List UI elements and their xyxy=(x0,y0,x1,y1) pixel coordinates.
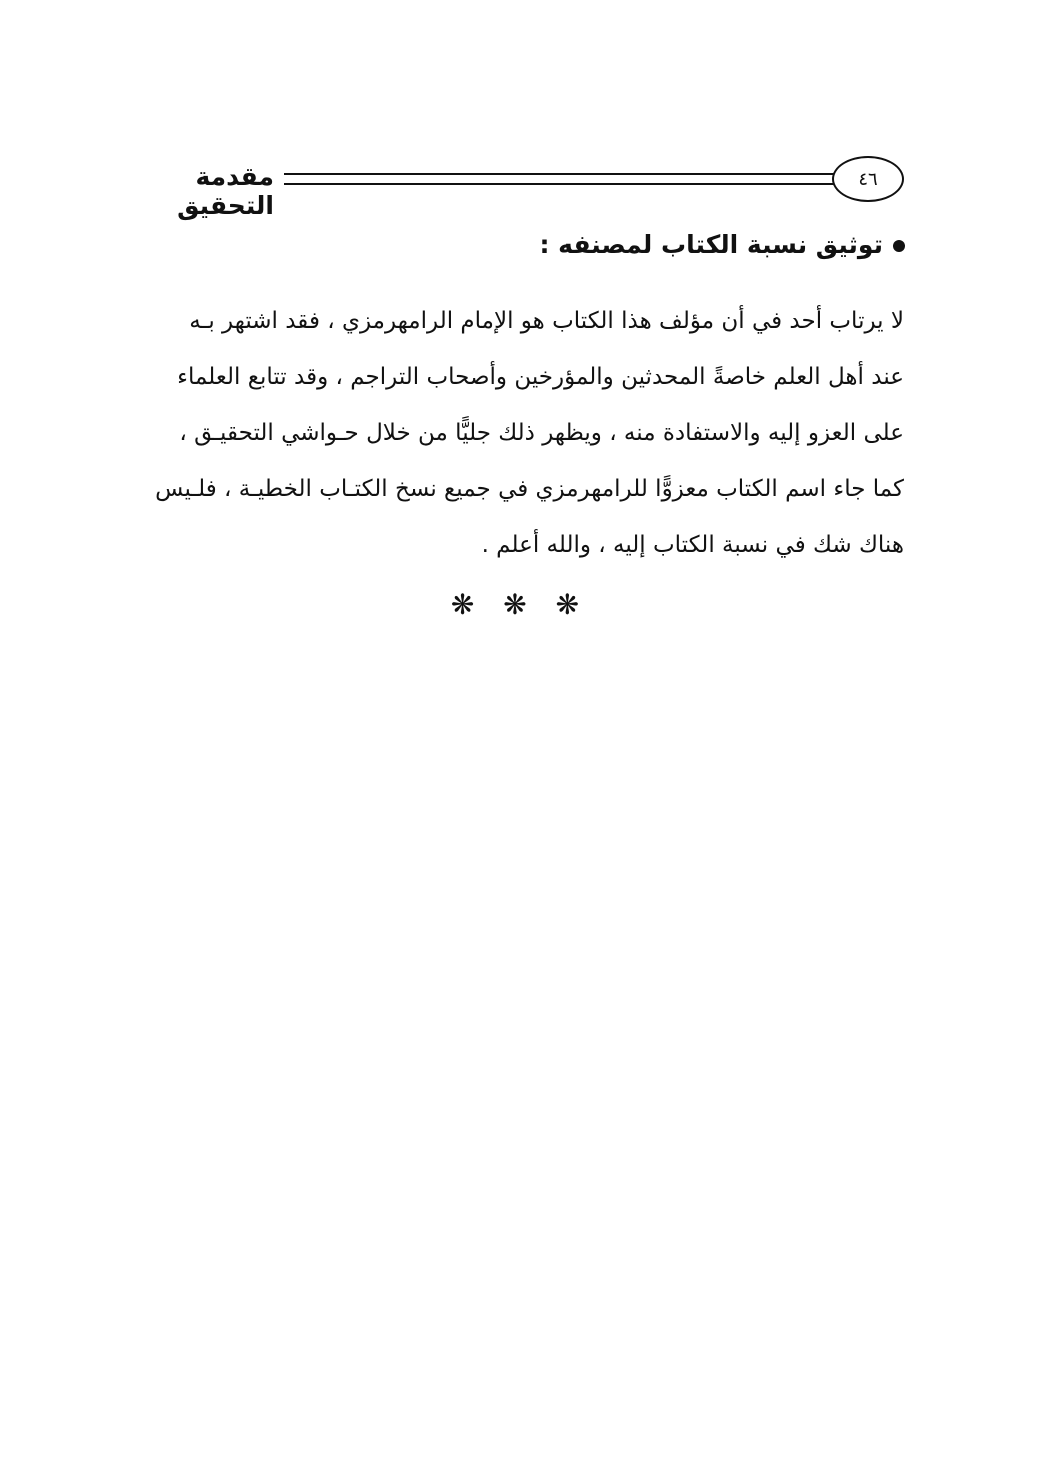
paragraph-line: هناك شك في نسبة الكتاب إليه ، والله أعلم . xyxy=(481,532,904,558)
section-heading-text: توثيق نسبة الكتاب لمصنفه : xyxy=(539,230,883,259)
paragraph-line: لا يرتاب أحد في أن مؤلف هذا الكتاب هو الإمام الرامهرمزي ، فقد اشتهر بـه xyxy=(189,308,904,334)
running-title: مقدمة التحقيق xyxy=(177,162,274,220)
paragraph-line: كما جاء اسم الكتاب معزوًّا للرامهرمزي في جميع نسخ الكتـاب الخطيـة ، فلـيس xyxy=(155,476,904,502)
paragraph-line: عند أهل العلم خاصةً المحدثين والمؤرخين وأصحاب التراجم ، وقد تتابع العلماء xyxy=(177,364,904,390)
section-end-ornament: ❋ ❋ ❋ xyxy=(450,588,590,621)
paragraph-line: على العزو إليه والاستفادة منه ، ويظهر ذلك جليًّا من خلال حـواشي التحقيـق ، xyxy=(179,420,904,446)
page-number: ٤٦ xyxy=(832,156,904,202)
section-heading xyxy=(539,230,905,259)
header-double-rule xyxy=(284,173,834,185)
bullet-icon xyxy=(893,240,905,252)
body-paragraph xyxy=(134,293,904,573)
page-header xyxy=(134,156,904,220)
